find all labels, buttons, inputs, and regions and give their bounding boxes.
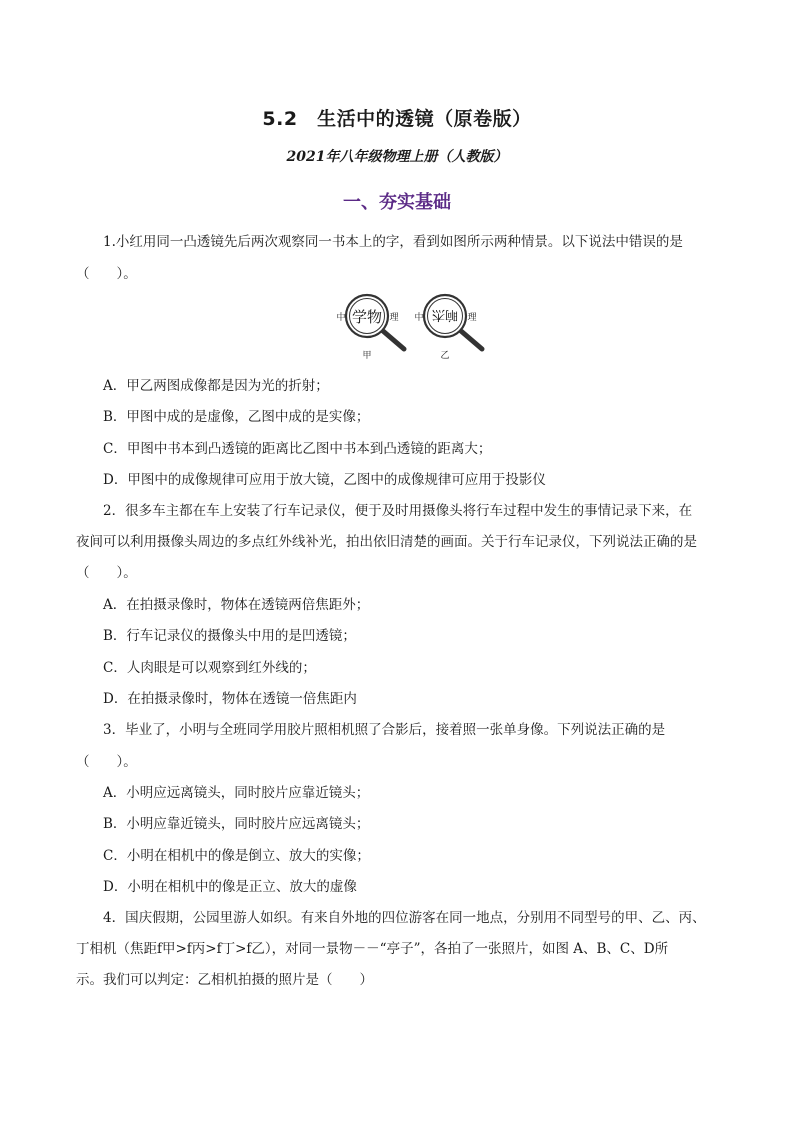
left-outer-left-char: 中 xyxy=(336,313,346,323)
q4-stem-line3: 示。我们可以判定：乙相机拍摄的照片是（ ） xyxy=(76,972,373,988)
q4-stem-line1: 4．国庆假期，公园里游人如织。有来自外地的四位游客在同一地点，分别用不同型号的甲、乙、丙、 xyxy=(103,910,706,926)
page-subtitle: 2021年八年级物理上册（人教版） xyxy=(286,149,508,165)
q2-stem-line1: 2．很多车主都在车上安装了行车记录仪，便于及时用摄像头将行车过程中发生的事情记录下来，在 xyxy=(103,503,693,519)
right-caption: 乙 xyxy=(440,351,450,361)
right-magnifier xyxy=(414,295,482,361)
q4-stem-line2: 丁相机（焦距f甲>f丙>f丁>f乙），对同一景物－－“亭子”，各拍了一张照片，如图 A、B、C、D所 xyxy=(76,941,669,957)
q3-option-b: B．小明应靠近镜头，同时胶片应远离镜头； xyxy=(103,816,370,832)
q2-option-a: A．在拍摄录像时，物体在透镜两倍焦距外； xyxy=(103,597,370,613)
page-title: 5.2 生活中的透镜（原卷版） xyxy=(262,108,532,130)
left-lens-text: 学物 xyxy=(351,308,383,326)
q2-option-d: D．在拍摄录像时，物体在透镜一倍焦距内 xyxy=(103,691,357,707)
q1-option-a: A．甲乙两图成像都是因为光的折射； xyxy=(103,378,329,394)
q1-stem-line2: （ ）。 xyxy=(76,266,137,282)
q1-stem-line1: 1.小红用同一凸透镜先后两次观察同一书本上的字，看到如图所示两种情景。以下说法中错误的是 xyxy=(103,234,683,250)
q3-stem-line1: 3．毕业了，小明与全班同学用胶片照相机照了合影后，接着照一张单身像。下列说法正确的是 xyxy=(103,722,666,738)
section-heading: 一、夯实基础 xyxy=(343,192,451,213)
right-lens-text: 晌杰 xyxy=(431,307,459,322)
magnifier-figure xyxy=(330,292,490,362)
q3-stem-line2: （ ）。 xyxy=(76,754,137,770)
q1-option-b: B．甲图中成的是虚像，乙图中成的是实像； xyxy=(103,409,370,425)
q2-stem-line3: （ ）。 xyxy=(76,565,137,581)
q2-option-c: C．人肉眼是可以观察到红外线的； xyxy=(103,660,316,676)
right-outer-right-char: 理 xyxy=(467,313,477,323)
q3-option-c: C．小明在相机中的像是倒立、放大的实像； xyxy=(103,848,370,864)
left-magnifier xyxy=(336,295,404,361)
left-caption: 甲 xyxy=(362,351,372,361)
right-outer-left-char: 中 xyxy=(414,313,424,323)
left-outer-right-char: 理 xyxy=(389,313,399,323)
q3-option-d: D．小明在相机中的像是正立、放大的虚像 xyxy=(103,879,357,895)
q1-option-d: D．甲图中的成像规律可应用于放大镜，乙图中的成像规律可应用于投影仪 xyxy=(103,472,546,488)
q2-stem-line2: 夜间可以利用摄像头周边的多点红外线补光，拍出依旧清楚的画面。关于行车记录仪，下列说法正确的是 xyxy=(76,534,697,550)
q1-option-c: C．甲图中书本到凸透镜的距离比乙图中书本到凸透镜的距离大； xyxy=(103,441,492,457)
q3-option-a: A．小明应远离镜头，同时胶片应靠近镜头； xyxy=(103,785,370,801)
q2-option-b: B．行车记录仪的摄像头中用的是凹透镜； xyxy=(103,628,356,644)
